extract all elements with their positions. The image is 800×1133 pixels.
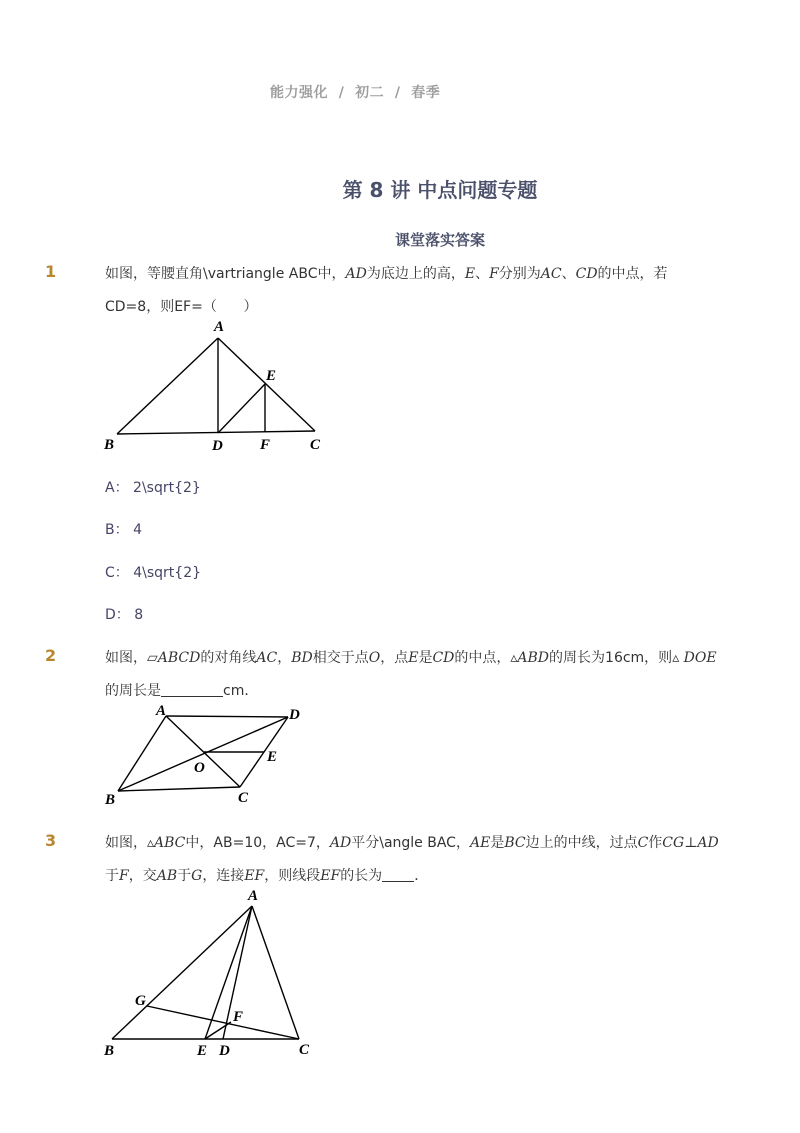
label-f: F — [233, 1009, 244, 1025]
question-1-line-2: CD=8，则EF=（ ） — [105, 299, 258, 315]
section-title: 课堂落实答案 — [394, 231, 485, 249]
segment-ef — [205, 1022, 231, 1039]
answer-blank[interactable] — [382, 867, 414, 882]
label-g: G — [135, 993, 146, 1009]
label-b: B — [104, 437, 115, 453]
label-d: D — [289, 707, 300, 723]
question-3-line-1: 如图，▵ABC中，AB=10，AC=7，AD平分\angle BAC，AE是BC边上的中线，过点C作CG⊥AD — [105, 835, 719, 851]
label-e: E — [197, 1043, 208, 1059]
option-a[interactable]: A： 2\sqrt{2} — [105, 480, 201, 496]
label-f: F — [260, 437, 271, 453]
option-c[interactable]: C： 4\sqrt{2} — [105, 565, 202, 581]
label-a: A — [214, 319, 225, 335]
question-3-line-2: 于F，交AB于G，连接EF，则线段EF的长为 ． — [105, 868, 429, 884]
segment-ab — [112, 906, 252, 1039]
segment-gc — [147, 1006, 299, 1039]
segment-ad — [166, 716, 288, 717]
segment-bc — [118, 787, 240, 791]
option-d[interactable]: D： 8 — [105, 607, 144, 623]
question-3-figure — [100, 884, 325, 1064]
question-2-figure — [100, 700, 320, 810]
label-d: D — [212, 438, 223, 454]
segment-ae — [205, 906, 252, 1039]
question-number: 2 — [45, 646, 57, 665]
label-d: D — [219, 1043, 230, 1059]
label-a: A — [156, 703, 167, 719]
option-b[interactable]: B： 4 — [105, 522, 142, 538]
segment-bc — [117, 431, 315, 434]
question-number: 1 — [45, 262, 57, 281]
label-c: C — [310, 437, 321, 453]
label-a: A — [248, 888, 259, 904]
label-o: O — [194, 760, 205, 776]
segment-ab — [118, 716, 166, 791]
label-e: E — [266, 368, 277, 384]
answer-blank[interactable] — [161, 682, 223, 697]
label-e: E — [267, 749, 278, 765]
segment-ab — [117, 338, 218, 434]
label-b: B — [104, 1043, 115, 1059]
label-c: C — [238, 790, 249, 806]
question-1-line-1: 如图，等腰直角\vartriangle ABC中，AD为底边上的高，E、F分别为AC、CD的中点，若 — [105, 266, 668, 282]
breadcrumb: 能力强化 / 初二 / 春季 — [270, 85, 441, 101]
segment-de — [218, 384, 265, 433]
label-b: B — [105, 792, 116, 808]
segment-ac — [252, 906, 299, 1039]
question-2-line-2: 的周长是 cm． — [105, 683, 259, 699]
label-c: C — [299, 1042, 310, 1058]
question-2-line-1: 如图，▱ABCD的对角线AC，BD相交于点O，点E是CD的中点，▵ABD的周长为16cm，则▵ DOE — [105, 650, 717, 666]
question-number: 3 — [45, 831, 57, 850]
lecture-title: 第 8 讲 中点问题专题 — [342, 178, 538, 202]
question-1-figure — [100, 316, 340, 456]
